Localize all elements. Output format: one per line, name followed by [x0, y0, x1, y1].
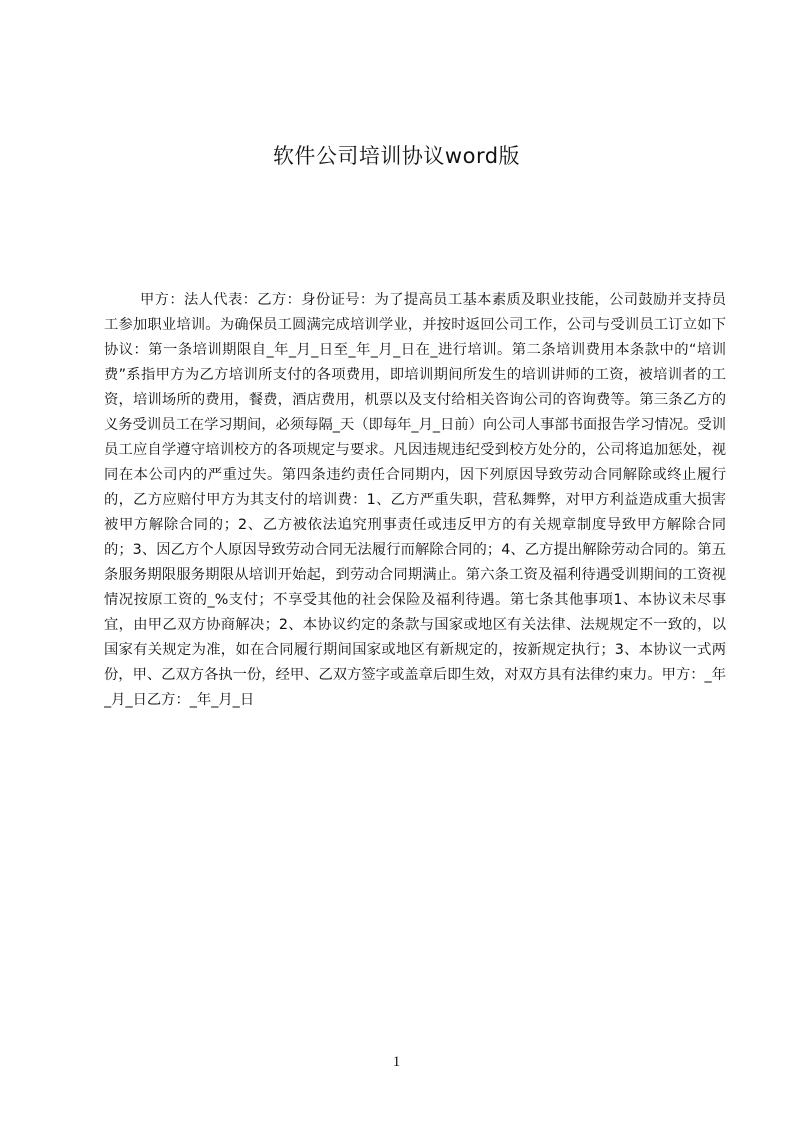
- page-number: 1: [392, 1054, 401, 1070]
- document-title: 软件公司培训协议word版: [272, 144, 521, 168]
- agreement-body-text: 甲方：法人代表：乙方：身份证号：为了提高员工基本素质及职业技能，公司鼓励并支持员工参加职业培训。为确保员工圆满完成培训学业，并按时返回公司工作，公司与受训员工订立如下协议：第一条培训期限自_年_月_日至_年_月_日在_进行培训。第二条培训费用本条款中的“培训费”系指甲方为乙方培训所支付的各项费用，即培训期间所发生的培训讲师的工资，被培训者的工资，培训场所的费用，餐费，酒店费用，机票以及支付给相关咨询公司的咨询费等。第三条乙方的义务受训员工在学习期间，必须每隔_天（即每年_月_日前）向公司人事部书面报告学习情况。受训员工应自学遵守培训校方的各项规定与要求。凡因违规违纪受到校方处分的，公司将追加惩处，视同在本公司内的严重过失。第四条违约责任合同期内，因下列原因导致劳动合同解除或终止履行的，乙方应赔付甲方为其支付的培训费：1、乙方严重失职，营私舞弊，对甲方利益造成重大损害被甲方解除合同的；2、乙方被依法追究刑事责任或违反甲方的有关规章制度导致甲方解除合同的；3、因乙方个人原因导致劳动合同无法履行而解除合同的；4、乙方提出解除劳动合同的。第五条服务期限服务期限从培训开始起，到劳动合同期满止。第六条工资及福利待遇受训期间的工资视情况按原工资的_%支付；不享受其他的社会保险及福利待遇。第七条其他事项1、本协议未尽事宜，由甲乙双方协商解决；2、本协议约定的条款与国家或地区有关法律、法规规定不一致的，以国家有关规定为准，如在合同履行期间国家或地区有新规定的，按新规定执行；3、本协议一式两份，甲、乙双方各执一份，经甲、乙双方签字或盖章后即生效，对双方具有法律约束力。甲方：_年_月_日乙方：_年_月_日: [104, 292, 726, 708]
